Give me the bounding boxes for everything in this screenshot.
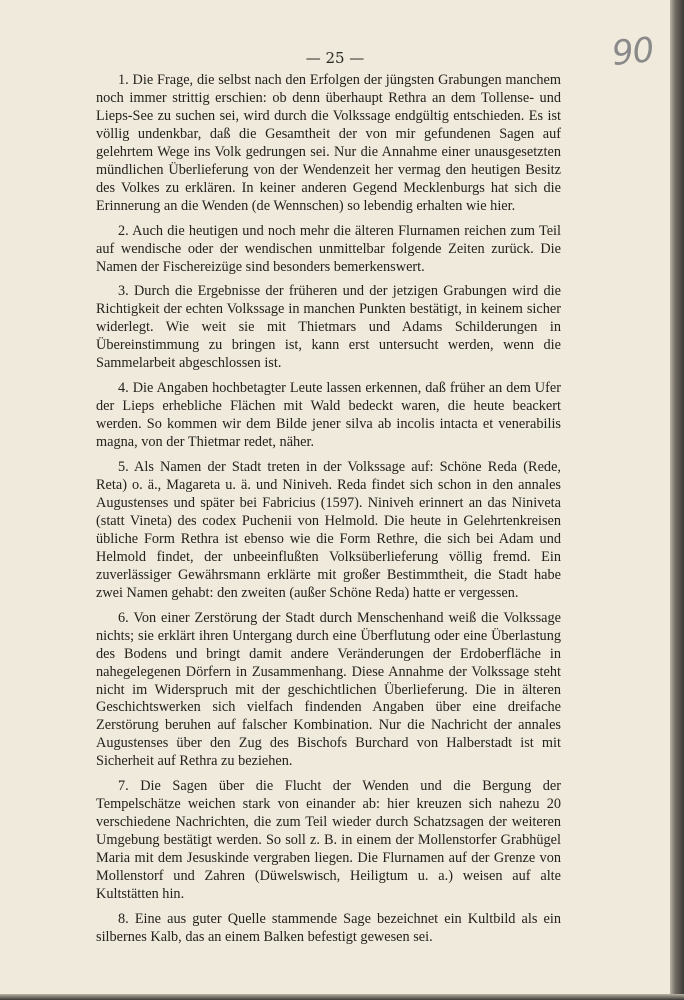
page-edge-right xyxy=(670,0,684,1000)
paragraph-1: 1. Die Frage, die selbst nach den Erfolgen der jüngsten Grabungen manchem noch immer strittig erschien: ob denn überhaupt Rethra an dem Tollense- und Lieps-See zu suchen sei, wird durch die Volkssage endgültig entschieden. Es ist völlig undenkbar, daß die Gesamtheit der von mir gefundenen Sagen auf gelehrtem Wege ins Volk gedrungen sei. Nur die Annahme einer unausgesetzten mündlichen Überlieferung von der Wendenzeit her vermag den heutigen Besitz des Volkes zu erklären. In keiner anderen Gegend Mecklenburgs hat sich die Erinnerung an die Wenden (de Wennschen) so lebendig erhalten wie hier. xyxy=(96,72,561,214)
body-text xyxy=(96,72,561,954)
page-number-header: — 25 — xyxy=(305,49,365,67)
handwritten-page-number: 90 xyxy=(610,29,656,75)
paragraph-6: 6. Von einer Zerstörung der Stadt durch Menschenhand weiß die Volkssage nichts; sie erklärt ihren Untergang durch eine Überflutung oder eine Überlastung des Bodens und bringt damit andere Veränderungen der Erdoberfläche in nahegelegenen Dörfern in Zusammenhang. Diese Annahme der Volkssage steht nicht im Widerspruch mit der geschichtlichen Überlieferung. Die in älteren Geschichtswerken sich vielfach findenden Angaben über eine dreifache Zerstörung beruhen auf falscher Kombination. Nur die Nachricht der annales Augustenses über den Zug des Bischofs Burchard von Halberstadt ist mit Sicherheit auf Rethra zu beziehen. xyxy=(96,609,561,770)
paragraph-2: 2. Auch die heutigen und noch mehr die älteren Flurnamen reichen zum Teil auf wendische oder der wendischen unmittelbar folgende Zeiten zurück. Die Namen der Fischereizüge sind besonders bemerkenswert. xyxy=(96,222,561,275)
paragraph-3: 3. Durch die Ergebnisse der früheren und der jetzigen Grabungen wird die Richtigkeit der echten Volkssage in manchen Punkten bestätigt, in keinem sicher widerlegt. Wie weit sie mit Thietmars und Adams Schilderungen in Übereinstimmung zu bringen ist, kann erst untersucht werden, wenn die Sammelarbeit abgeschlossen ist. xyxy=(96,283,561,372)
page-edge-bottom xyxy=(0,994,684,1000)
paragraph-7: 7. Die Sagen über die Flucht der Wenden und die Bergung der Tempelschätze weichen stark von einander ab: hier kreuzen sich nahezu 20 verschiedene Nachrichten, die zum Teil wieder durch Schatzsagen der weiteren Umgebung bestätigt werden. So soll z. B. in einem der Mollenstorfer Grabhügel Maria mit dem Jesuskinde vergraben liegen. Die Flurnamen auf der Grenze von Mollenstorf und Zahren (Düwelswisch, Heiligtum u. a.) weisen auf alte Kultstätten hin. xyxy=(96,778,561,902)
paragraph-5: 5. Als Namen der Stadt treten in der Volkssage auf: Schöne Reda (Rede, Reta) o. ä., Magareta u. ä. und Niniveh. Reda findet sich schon in den annales Augustenses und später bei Fabricius (1597). Niniveh erinnert an das Niniveta (statt Vineta) des codex Puchenii von Helmold. Die heute in Gelehrtenkreisen übliche Form Rethra ist ebenso wie die Form Rethre, die sich bei Adam und Helmold findet, der unbeeinflußten Volksüberlieferung völlig fremd. Ein zuverlässiger Gewährsmann erklärte mit großer Bestimmtheit, die Stadt habe zwei Namen gehabt: den zweiten (außer Schöne Reda) hatte er vergessen. xyxy=(96,459,561,601)
paragraph-4: 4. Die Angaben hochbetagter Leute lassen erkennen, daß früher an dem Ufer der Lieps erhebliche Flächen mit Wald bedeckt waren, die heute beackert werden. So kommen wir dem Bilde jener silva ab incolis intacta et venerabilis magna, von der Thietmar redet, näher. xyxy=(96,380,561,451)
paragraph-8: 8. Eine aus guter Quelle stammende Sage bezeichnet ein Kultbild als ein silbernes Kalb, das an einem Balken befestigt gewesen sei. xyxy=(96,910,561,945)
